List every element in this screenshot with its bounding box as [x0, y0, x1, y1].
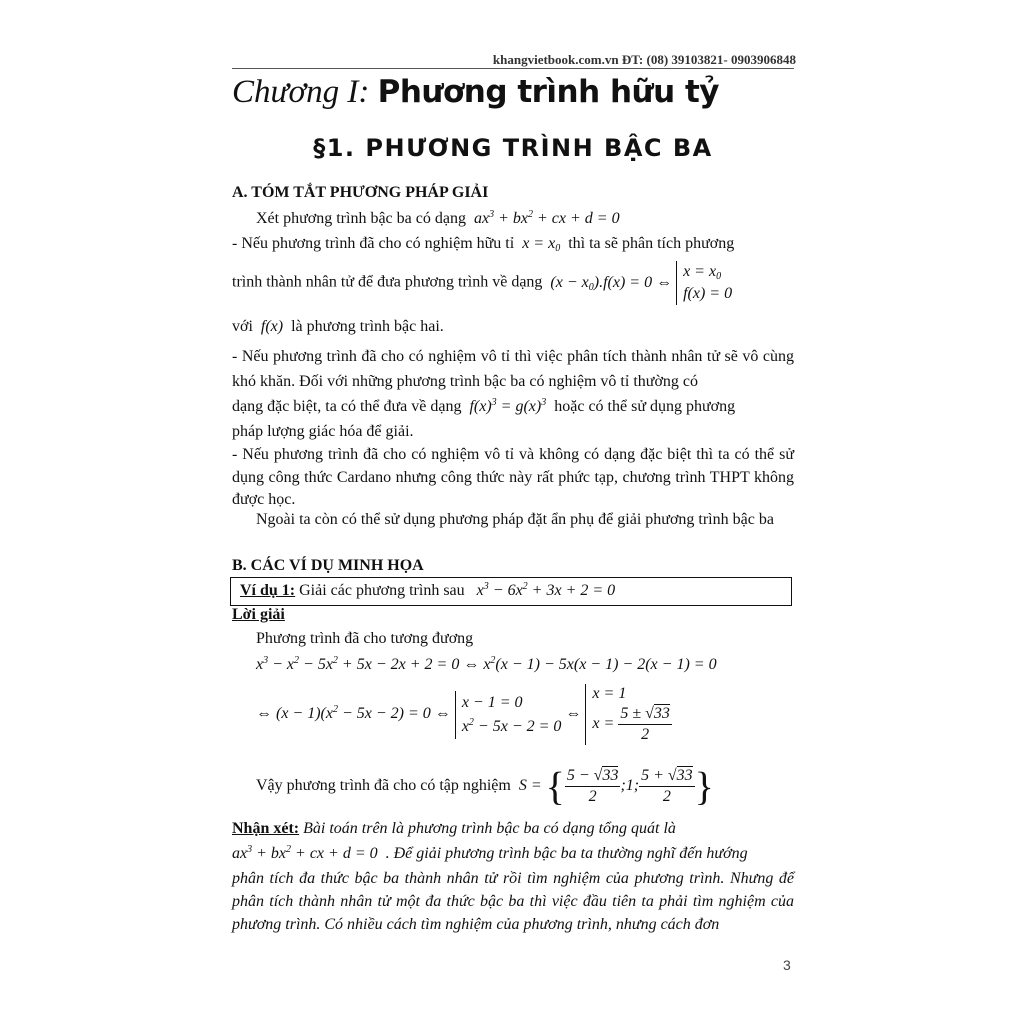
root-fraction: $\frac{5 \pm √33}{2}$: [620, 705, 670, 743]
bullet-2-line-4: pháp lượng giác hóa để giải.: [232, 423, 414, 440]
bullet-2-line-3: [232, 398, 735, 416]
chapter-title: Phương trình hữu tỷ: [377, 74, 720, 110]
general-cubic-equation: $ax^3 + bx^2$ + cx + d = 0: [473, 209, 620, 227]
section-title: §1. PHƯƠNG TRÌNH BẬC BA: [313, 134, 713, 162]
solution-step-2: ⇔ $(x - 1)(x^2 - 5x - 2) = 0$ ⇔ x − 1 = 0 $x^2 - 5x - 2 = 0$ ⇔ x = 1 x = $\frac{5 \pm √33}{2}$: [256, 685, 670, 743]
part-a-heading: A. TÓM TẮT PHƯƠNG PHÁP GIẢI: [232, 184, 489, 201]
solution-label: [232, 606, 285, 624]
page-number: 3: [783, 957, 791, 973]
publisher-header: khangvietbook.com.vn ĐT: (08) 39103821- 0903906848: [492, 52, 796, 67]
conclusion-text: Vậy phương trình đã cho có tập nghiệm: [256, 777, 511, 795]
remark-line-2: [232, 845, 748, 863]
bullet-2-line-3-start: dạng đặc biệt, ta có thể đưa về dạng: [232, 398, 462, 415]
chapter-heading: [232, 74, 719, 111]
bullet-2-text: - Nếu phương trình đã cho có nghiệm vô tỉ thì việc phân tích thành nhân tử sẽ vô cùng khó khăn. Đối với những phương trình bậc ba có nghiệm vô tỉ thường có: [232, 348, 794, 390]
remark-line-2-text: . Để giải phương trình bậc ba ta thường nghĩ đến hướng: [385, 845, 748, 862]
solution-intro: Phương trình đã cho tương đương: [256, 630, 474, 647]
example-equation: $x^3 - 6x^2 + 3x + 2 = 0$: [476, 581, 616, 599]
factor-cases-bracket: x − 1 = 0 $x^2 - 5x - 2 = 0$: [455, 691, 562, 739]
intro-text: Xét phương trình bậc ba có dạng: [256, 210, 466, 227]
example-text: Giải các phương trình sau: [299, 582, 465, 599]
bullet-1-text-end: thì ta sẽ phân tích phương: [568, 235, 735, 252]
bullet-3-text: - Nếu phương trình đã cho có nghiệm vô tỉ và không có dạng đặc biệt thì ta có thể sử dụng công thức Cardano nhưng công thức này rất phức tạp, chương trình THPT không được học.: [232, 446, 794, 508]
factor-form-formula: $(x - x_0).f(x) = 0$ ⇔ $x = x_0$ f(x) = 0: [550, 274, 732, 291]
with-suffix: là phương trình bậc hai.: [291, 318, 444, 335]
bullet-1-line-2-text: trình thành nhân tử để đưa phương trình về dạng: [232, 273, 543, 291]
chapter-label: Chương I:: [232, 74, 370, 110]
example-label: Ví dụ 1:: [240, 582, 296, 599]
remark-label: Nhận xét:: [232, 820, 300, 837]
header-divider: [232, 68, 794, 69]
special-form-formula: $f(x)^3 = g(x)^3$: [469, 397, 547, 415]
with-line: [232, 318, 444, 336]
remark-line-1: [232, 820, 794, 838]
solution-label-text: Lời giải: [232, 606, 285, 623]
bullet-4-text: Ngoài ta còn có thể sử dụng phương pháp đặt ẩn phụ để giải phương trình bậc ba: [256, 511, 774, 528]
bullet-1-text: - Nếu phương trình đã cho có nghiệm hữu tỉ: [232, 235, 515, 252]
part-b-heading: B. CÁC VÍ DỤ MINH HỌA: [232, 557, 424, 574]
factor-system-bracket: $x = x_0$ f(x) = 0: [676, 261, 732, 305]
solution-set: S = { $\frac{5 - √33}{2}$ ;1; $\frac{5 + √33}{2}$ }: [518, 763, 714, 809]
with-prefix: với: [232, 318, 253, 335]
bullet-2-line-3-end: hoặc có thể sử dụng phương: [554, 398, 736, 415]
bullet-1-line-2: [232, 261, 732, 305]
bullet-1-line-1: [232, 235, 734, 253]
fx-symbol: f(x): [260, 318, 284, 335]
rational-root-formula: $x = x_0$: [522, 235, 561, 254]
example-1: [240, 582, 615, 600]
intro-line: [256, 210, 620, 228]
roots-bracket: x = 1 x = $\frac{5 \pm √33}{2}$: [585, 684, 671, 745]
remark-line-1-text: Bài toán trên là phương trình bậc ba có dạng tổng quát là: [303, 820, 676, 837]
remark-general-form: $ax^3 + bx^2$ + cx + d = 0: [232, 844, 378, 862]
remark-body: phân tích đa thức bậc ba thành nhân tử rồi tìm nghiệm của phương trình. Nhưng để phân tích thành nhân tử một đa thức bậc ba thì việc đầu tiên ta phải tìm nghiệm của phương trình. Có nhiều cách tìm nghiệm của phương trình, nhưng cách đơn: [232, 870, 794, 933]
conclusion-line: [256, 763, 714, 809]
solution-step-1: $x^3 - x^2 - 5x^2 + 5x - 2x + 2 = 0$ ⇔ $x^2(x - 1) - 5x(x - 1) - 2(x - 1) = 0$: [256, 655, 717, 673]
